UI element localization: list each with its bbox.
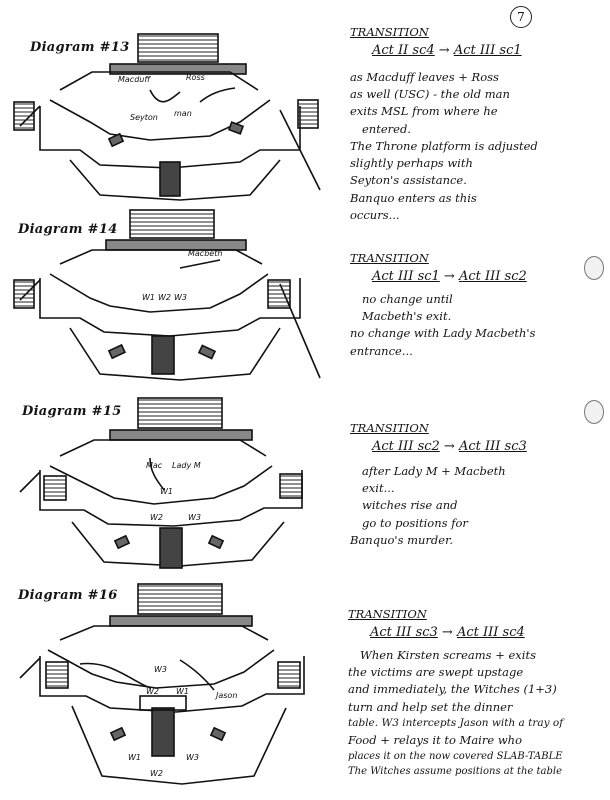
note-line: The Witches assume positions at the table	[348, 765, 562, 777]
diagram-label: Diagram #14	[18, 222, 118, 237]
stage-diagram-14	[0, 208, 320, 388]
transition-heading: TRANSITION	[348, 607, 427, 621]
stage-mark: W1	[128, 753, 141, 762]
punch-hole	[584, 400, 604, 424]
stage-mark: Lady M	[172, 461, 201, 470]
stage-mark: W2	[150, 769, 163, 778]
note-line: The Throne platform is adjusted	[350, 138, 538, 153]
stage-mark: W1	[160, 487, 173, 496]
stage-mark: W1	[142, 293, 155, 302]
note-line: the victims are swept upstage	[348, 665, 524, 679]
act-transition: Act III sc1 → Act III sc2	[372, 269, 527, 285]
transition-heading: TRANSITION	[350, 421, 429, 435]
note-line: no change until	[362, 291, 453, 306]
note-line: no change with Lady Macbeth's	[350, 326, 536, 341]
diagram-label: Diagram #16	[18, 588, 118, 603]
stage-mark: Macduff	[118, 75, 151, 84]
stage-plan	[14, 34, 320, 200]
transition-note	[350, 24, 538, 224]
note-line: entrance...	[350, 343, 413, 358]
note-line: entered.	[362, 121, 411, 136]
note-line: Food + relays it to Maire who	[348, 732, 522, 747]
transition-note	[350, 420, 527, 549]
note-line: exit...	[362, 481, 395, 495]
page-number: 7	[510, 6, 532, 28]
note-line: and immediately, the Witches (1+3)	[348, 682, 557, 697]
note-line: Banquo enters as this	[350, 190, 477, 205]
stage-mark: W2	[158, 293, 171, 302]
note-line: occurs...	[350, 207, 400, 222]
stage-mark: W3	[186, 753, 199, 762]
note-line: Macbeth's exit.	[362, 309, 452, 323]
note-line: Seyton's assistance.	[350, 173, 467, 188]
stage-diagram-16	[0, 580, 320, 790]
stage-mark: W3	[154, 665, 167, 674]
diagram-label: Diagram #15	[22, 404, 122, 419]
note-line: Banquo's murder.	[350, 532, 453, 547]
stage-mark: Mac	[146, 461, 163, 470]
note-line: table. W3 intercepts Jason with a tray of	[348, 716, 564, 729]
note-line: after Lady M + Macbeth	[362, 463, 506, 478]
stage-mark: Seyton	[130, 113, 158, 122]
note-line: as well (USC) - the old man	[350, 87, 510, 101]
punch-hole	[584, 256, 604, 280]
stage-mark: man	[174, 109, 192, 118]
stage-mark: Jason	[216, 691, 238, 700]
stage-mark: W2	[146, 687, 159, 696]
note-line: slightly perhaps with	[350, 156, 473, 170]
stage-diagram-13	[0, 30, 320, 200]
note-line: When Kirsten screams + exits	[360, 647, 536, 662]
act-transition: Act II sc4 → Act III sc1	[372, 43, 522, 59]
note-line: as Macduff leaves + Ross	[350, 69, 499, 84]
transition-heading: TRANSITION	[350, 251, 429, 265]
stage-mark: W1	[176, 687, 189, 696]
stage-plan	[20, 584, 304, 784]
transition-note	[348, 606, 563, 779]
act-transition: Act III sc3 → Act III sc4	[370, 625, 525, 641]
stage-mark: Macbeth	[188, 249, 223, 258]
stage-mark: W3	[174, 293, 187, 302]
transition-note	[350, 250, 535, 360]
stage-diagram-15	[0, 394, 320, 574]
stage-mark: Ross	[186, 73, 205, 82]
note-line: exits MSL from where he	[350, 104, 498, 119]
stage-mark: W2	[150, 513, 163, 522]
stage-mark: W3	[188, 513, 201, 522]
stage-plan	[20, 398, 302, 568]
diagram-label: Diagram #13	[30, 40, 130, 55]
note-line: places it on the now covered SLAB-TABLE	[348, 750, 563, 762]
act-transition: Act III sc2 → Act III sc3	[372, 439, 527, 455]
note-line: turn and help set the dinner	[348, 699, 513, 714]
note-line: witches rise and	[362, 498, 458, 513]
transition-heading: TRANSITION	[350, 25, 429, 39]
note-line: go to positions for	[362, 515, 468, 530]
